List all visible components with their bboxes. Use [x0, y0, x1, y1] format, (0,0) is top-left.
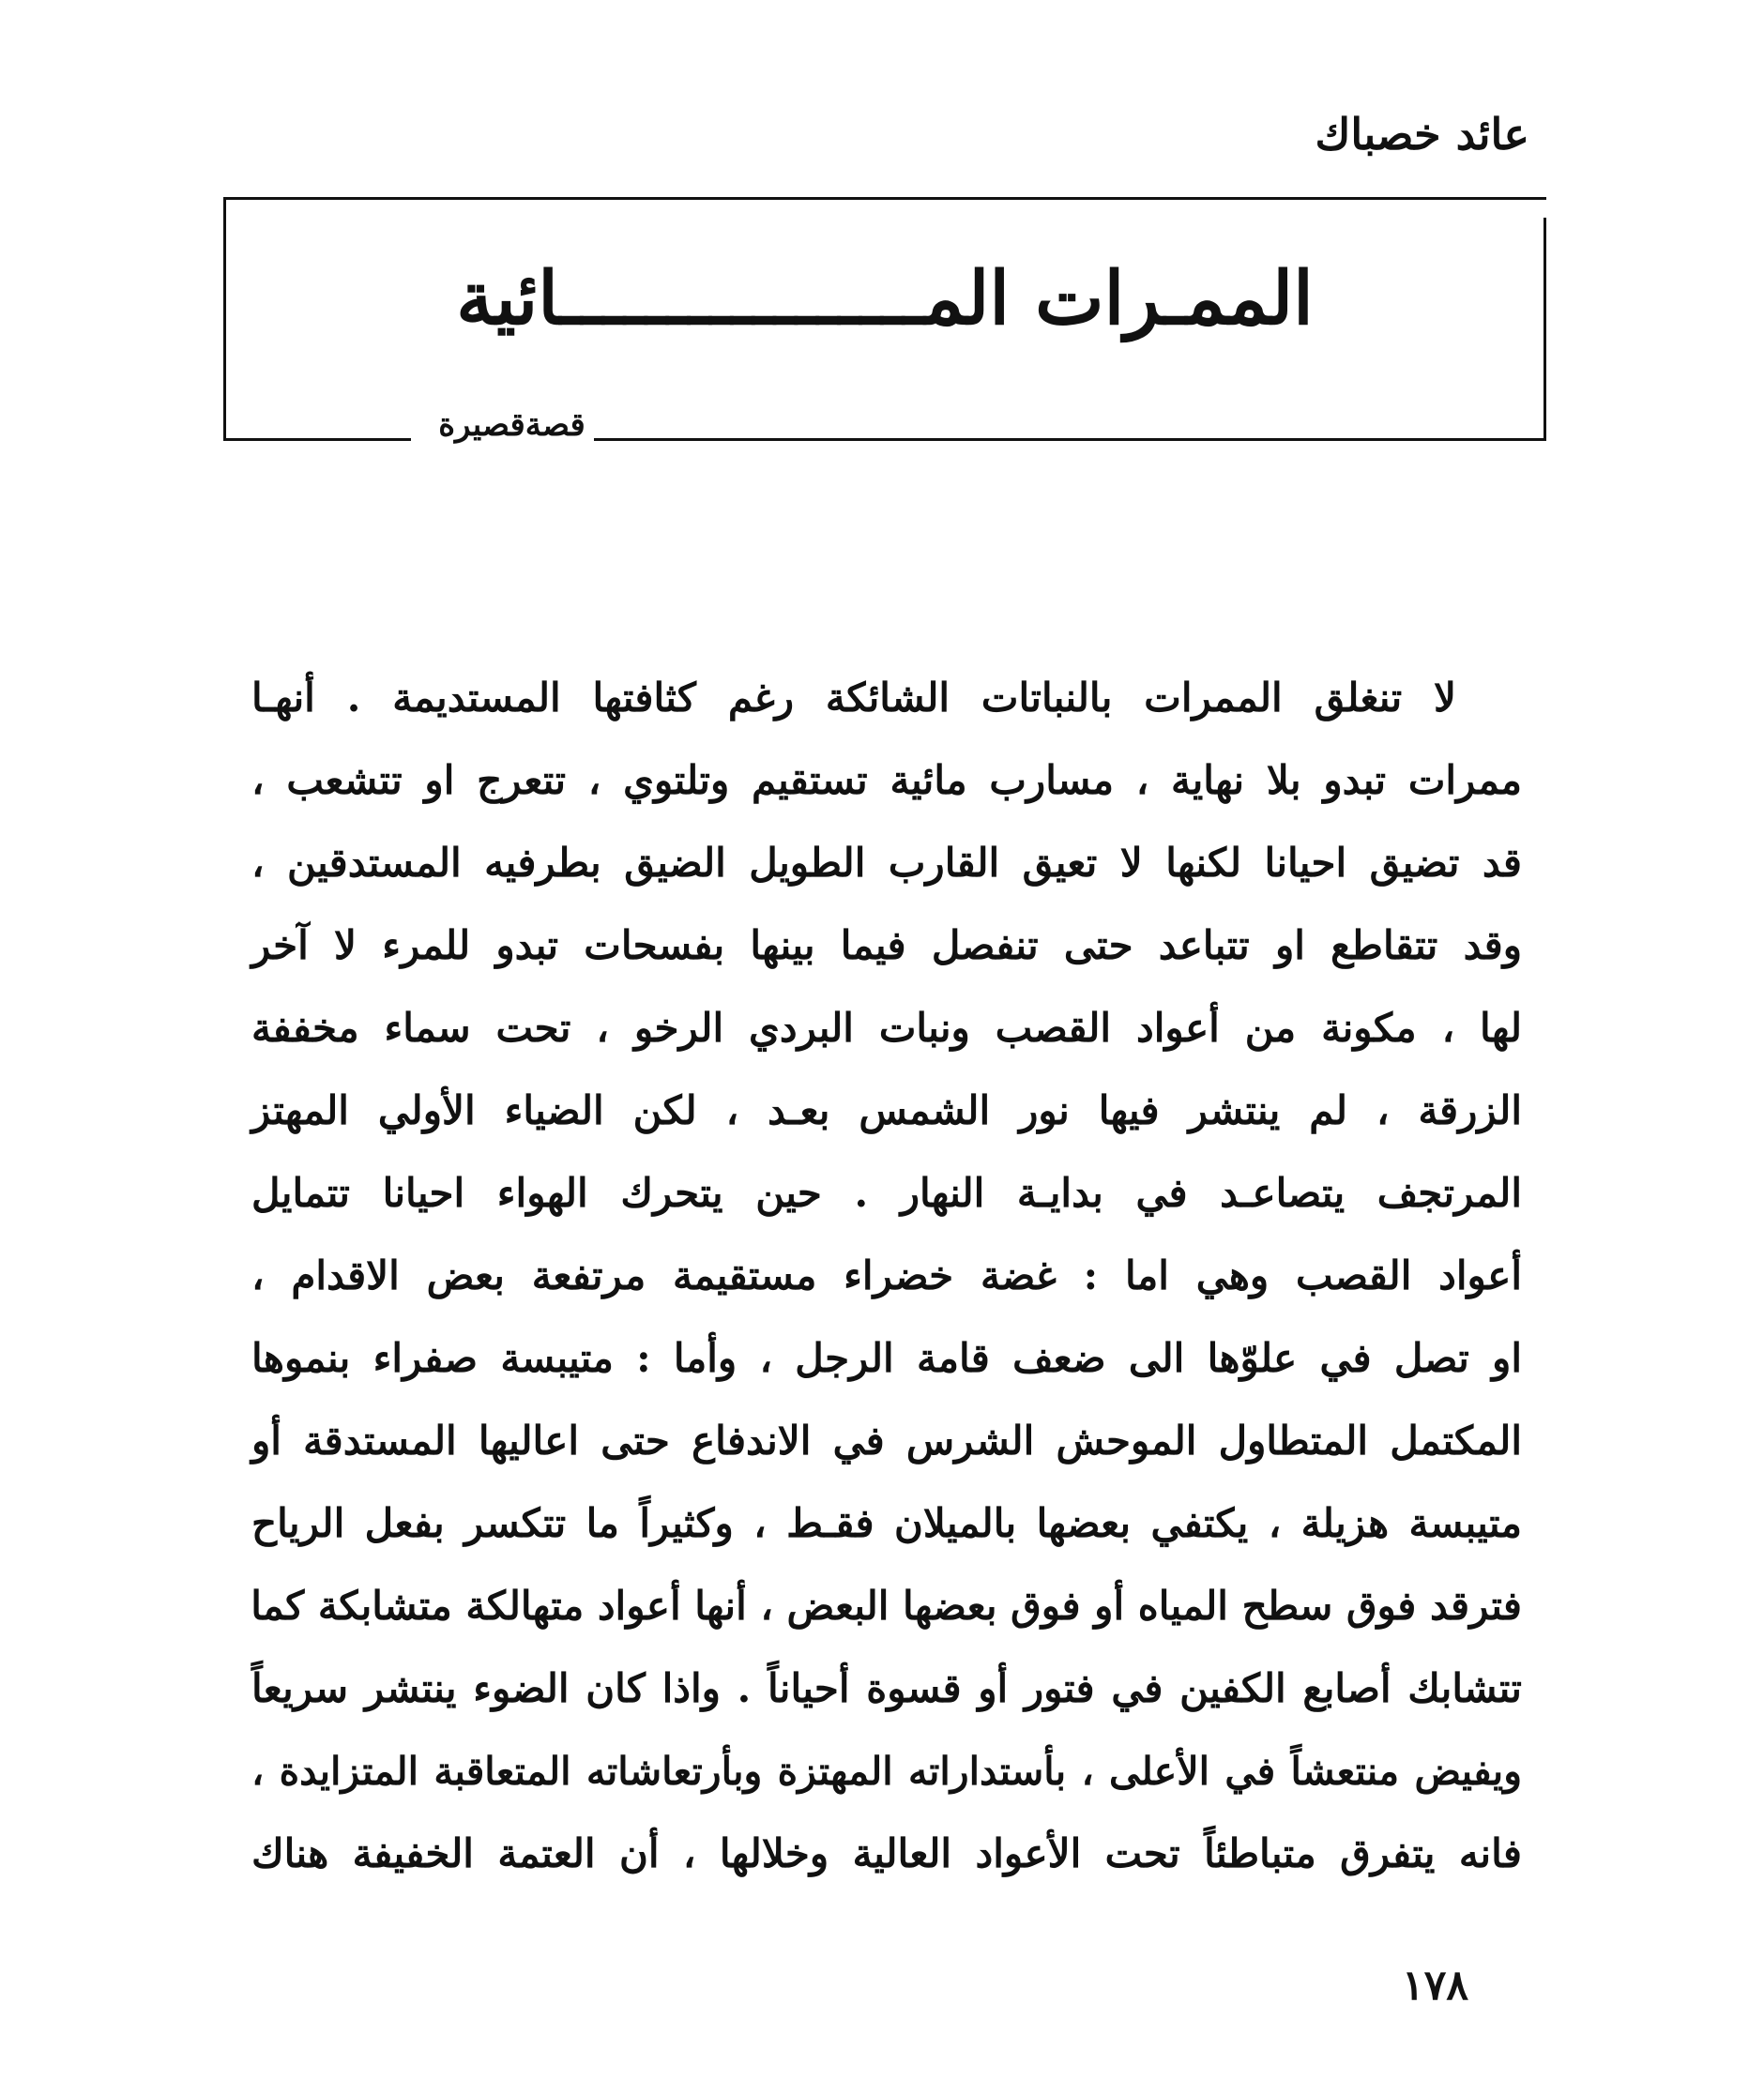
- body-line: ويفيض منتعشاً في الأعلى ، بأستداراته المهتزة وبأرتعاشاته المتعاقبة المتزايدة ،: [251, 1749, 1522, 1794]
- body-line: الزرقة ، لم ينتشر فيها نور الشمس بعـد ، لكن الضياء الأولي المهتز: [251, 1087, 1522, 1133]
- body-line: او تصل في علوّها الى ضعف قامة الرجل ، وأما : متيبسة صفراء بنموها: [251, 1335, 1522, 1381]
- body-line: لا تنغلق الممرات بالنباتات الشائكة رغم كثافتها المستديمة . أنهـا: [251, 675, 1456, 721]
- frame-bottom-right-rule: [594, 438, 1546, 441]
- body-line: متيبسة هزيلة ، يكتفي بعضها بالميلان فقـط ، وكثيراً ما تتكسر بفعل الرياح: [251, 1500, 1522, 1546]
- body-line: المرتجف يتصاعـد في بدايـة النهار . حين يتحرك الهواء احيانا تتمايل: [251, 1170, 1522, 1216]
- page-number: ١٧٨: [1402, 1962, 1468, 2010]
- title-frame: [223, 197, 1546, 444]
- body-line: فترقد فوق سطح المياه أو فوق بعضها البعض ، أنها أعواد متهالكة متشابكة كما: [251, 1583, 1522, 1629]
- story-subtitle: قصةقصيرة: [438, 406, 585, 444]
- story-body: [251, 657, 1522, 1895]
- body-line: فانه يتفرق متباطئاً تحت الأعواد العالية وخلالها ، أن العتمة الخفيفة هناك: [251, 1830, 1522, 1876]
- body-line: المكتمل المتطاول الموحش الشرس في الاندفاع حتى اعاليها المستدقة أو: [251, 1418, 1522, 1464]
- story-title: الممـرات المـــــــــــــــــائية: [456, 256, 1314, 341]
- body-line: تتشابك أصابع الكفين في فتور أو قسوة أحياناً . واذا كان الضوء ينتشر سريعاً: [251, 1665, 1522, 1711]
- body-line: لها ، مكونة من أعواد القصب ونبات البردي الرخو ، تحت سماء مخففة: [251, 1005, 1522, 1051]
- body-line: أعواد القصب وهي اما : غضة خضراء مستقيمة مرتفعة بعض الاقدام ،: [251, 1252, 1522, 1298]
- frame-top-rule: [223, 197, 1546, 200]
- body-line: قد تضيق احيانا لكنها لا تعيق القارب الطويل الضيق بطرفيه المستدقين ،: [251, 840, 1522, 886]
- author-name: عائد خصباك: [1315, 109, 1529, 159]
- body-line: ممرات تبدو بلا نهاية ، مسارب مائية تستقيم وتلتوي ، تتعرج او تتشعب ،: [251, 757, 1522, 803]
- frame-bottom-left-rule: [223, 438, 411, 441]
- body-line: وقد تتقاطع او تتباعد حتى تنفصل فيما بينها بفسحات تبدو للمرء لا آخر: [251, 922, 1522, 968]
